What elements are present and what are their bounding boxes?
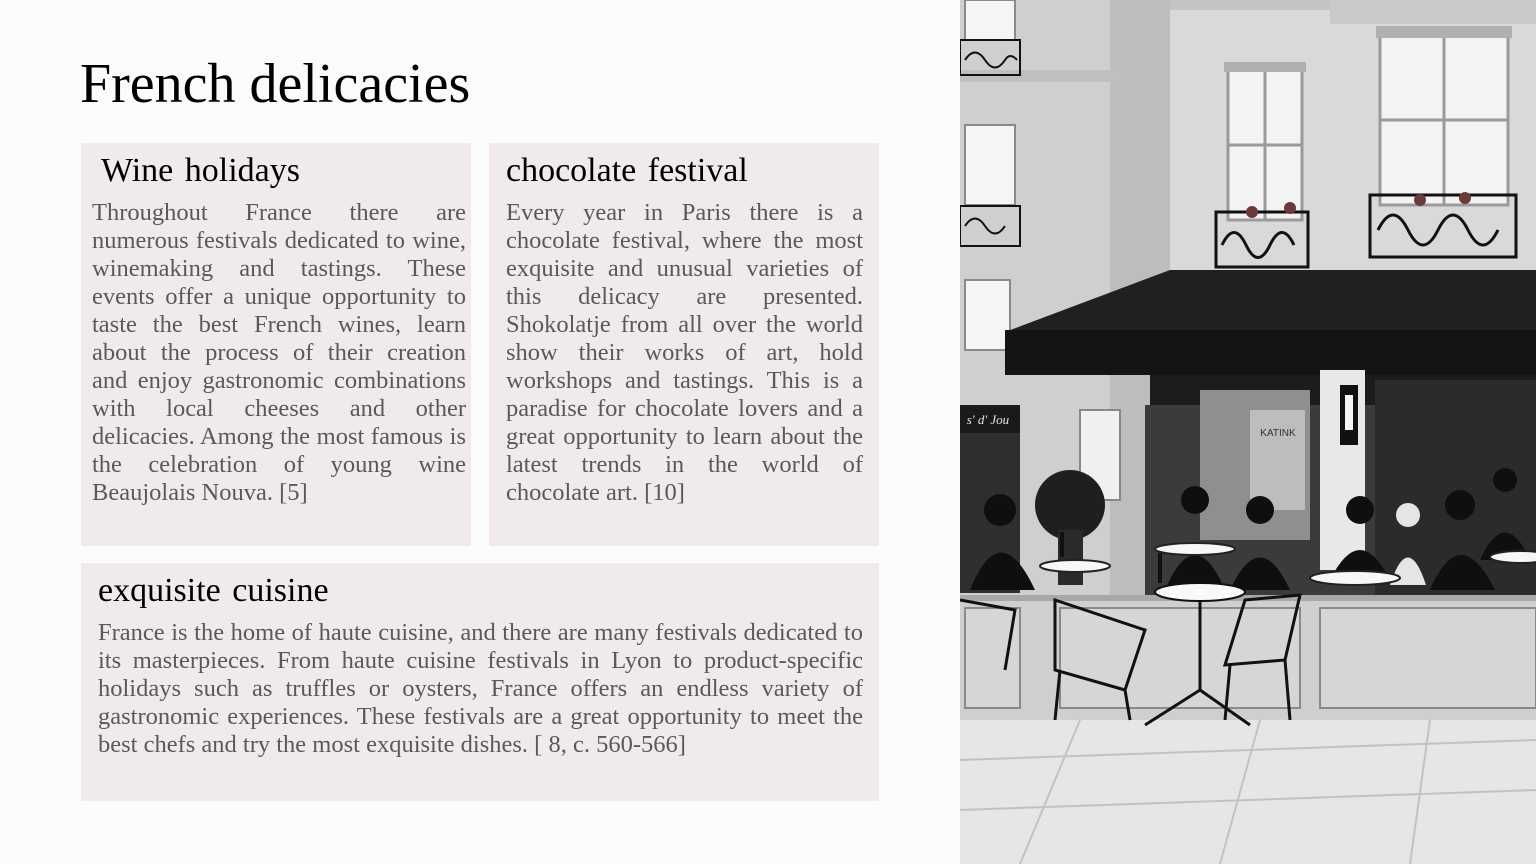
exquisite-cuisine-heading: exquisite cuisine [98, 572, 329, 609]
wine-holidays-heading: Wine holidays [101, 152, 300, 189]
cafe-scene-graphic [960, 0, 1536, 864]
wine-holidays-text: Throughout France there are numerous festivals dedicated to wine, winemaking and tastings. These events offer a unique opportunity to taste the best French wines, learn about the process of their creation and enjoy gastronomic combinations with local cheeses and other delicacies. Among the most famous is the celebration of young wine Beaujolais Nouva. [5] [92, 199, 466, 506]
paris-cafe-illustration [960, 0, 1536, 864]
chocolate-festival-text: Every year in Paris there is a chocolate festival, where the most exquisite and unusual varieties of this delicacy are presented. Shokolatje from all over the world show their works of art, hold workshops and tastings. This is a paradise for chocolate lovers and a great opportunity to learn about the latest trends in the world of chocolate art. [10] [506, 199, 863, 506]
poster-text: KATINK [1260, 428, 1296, 439]
shop-sign-text: s' d' Jou [966, 412, 1010, 427]
slide-title: French delicacies [80, 53, 471, 115]
chocolate-festival-heading: chocolate festival [506, 152, 748, 189]
exquisite-cuisine-card [81, 563, 879, 801]
chocolate-festival-card [489, 143, 879, 546]
exquisite-cuisine-text: France is the home of haute cuisine, and there are many festivals dedicated to its masterpieces. From haute cuisine festivals in Lyon to product-specific holidays such as truffles or oysters, France offers an endless variety of gastronomic experiences. These festivals are a great opportunity to meet the best chefs and try the most exquisite dishes. [ 8, c. 560-566] [98, 619, 863, 758]
wine-holidays-card [81, 143, 471, 546]
